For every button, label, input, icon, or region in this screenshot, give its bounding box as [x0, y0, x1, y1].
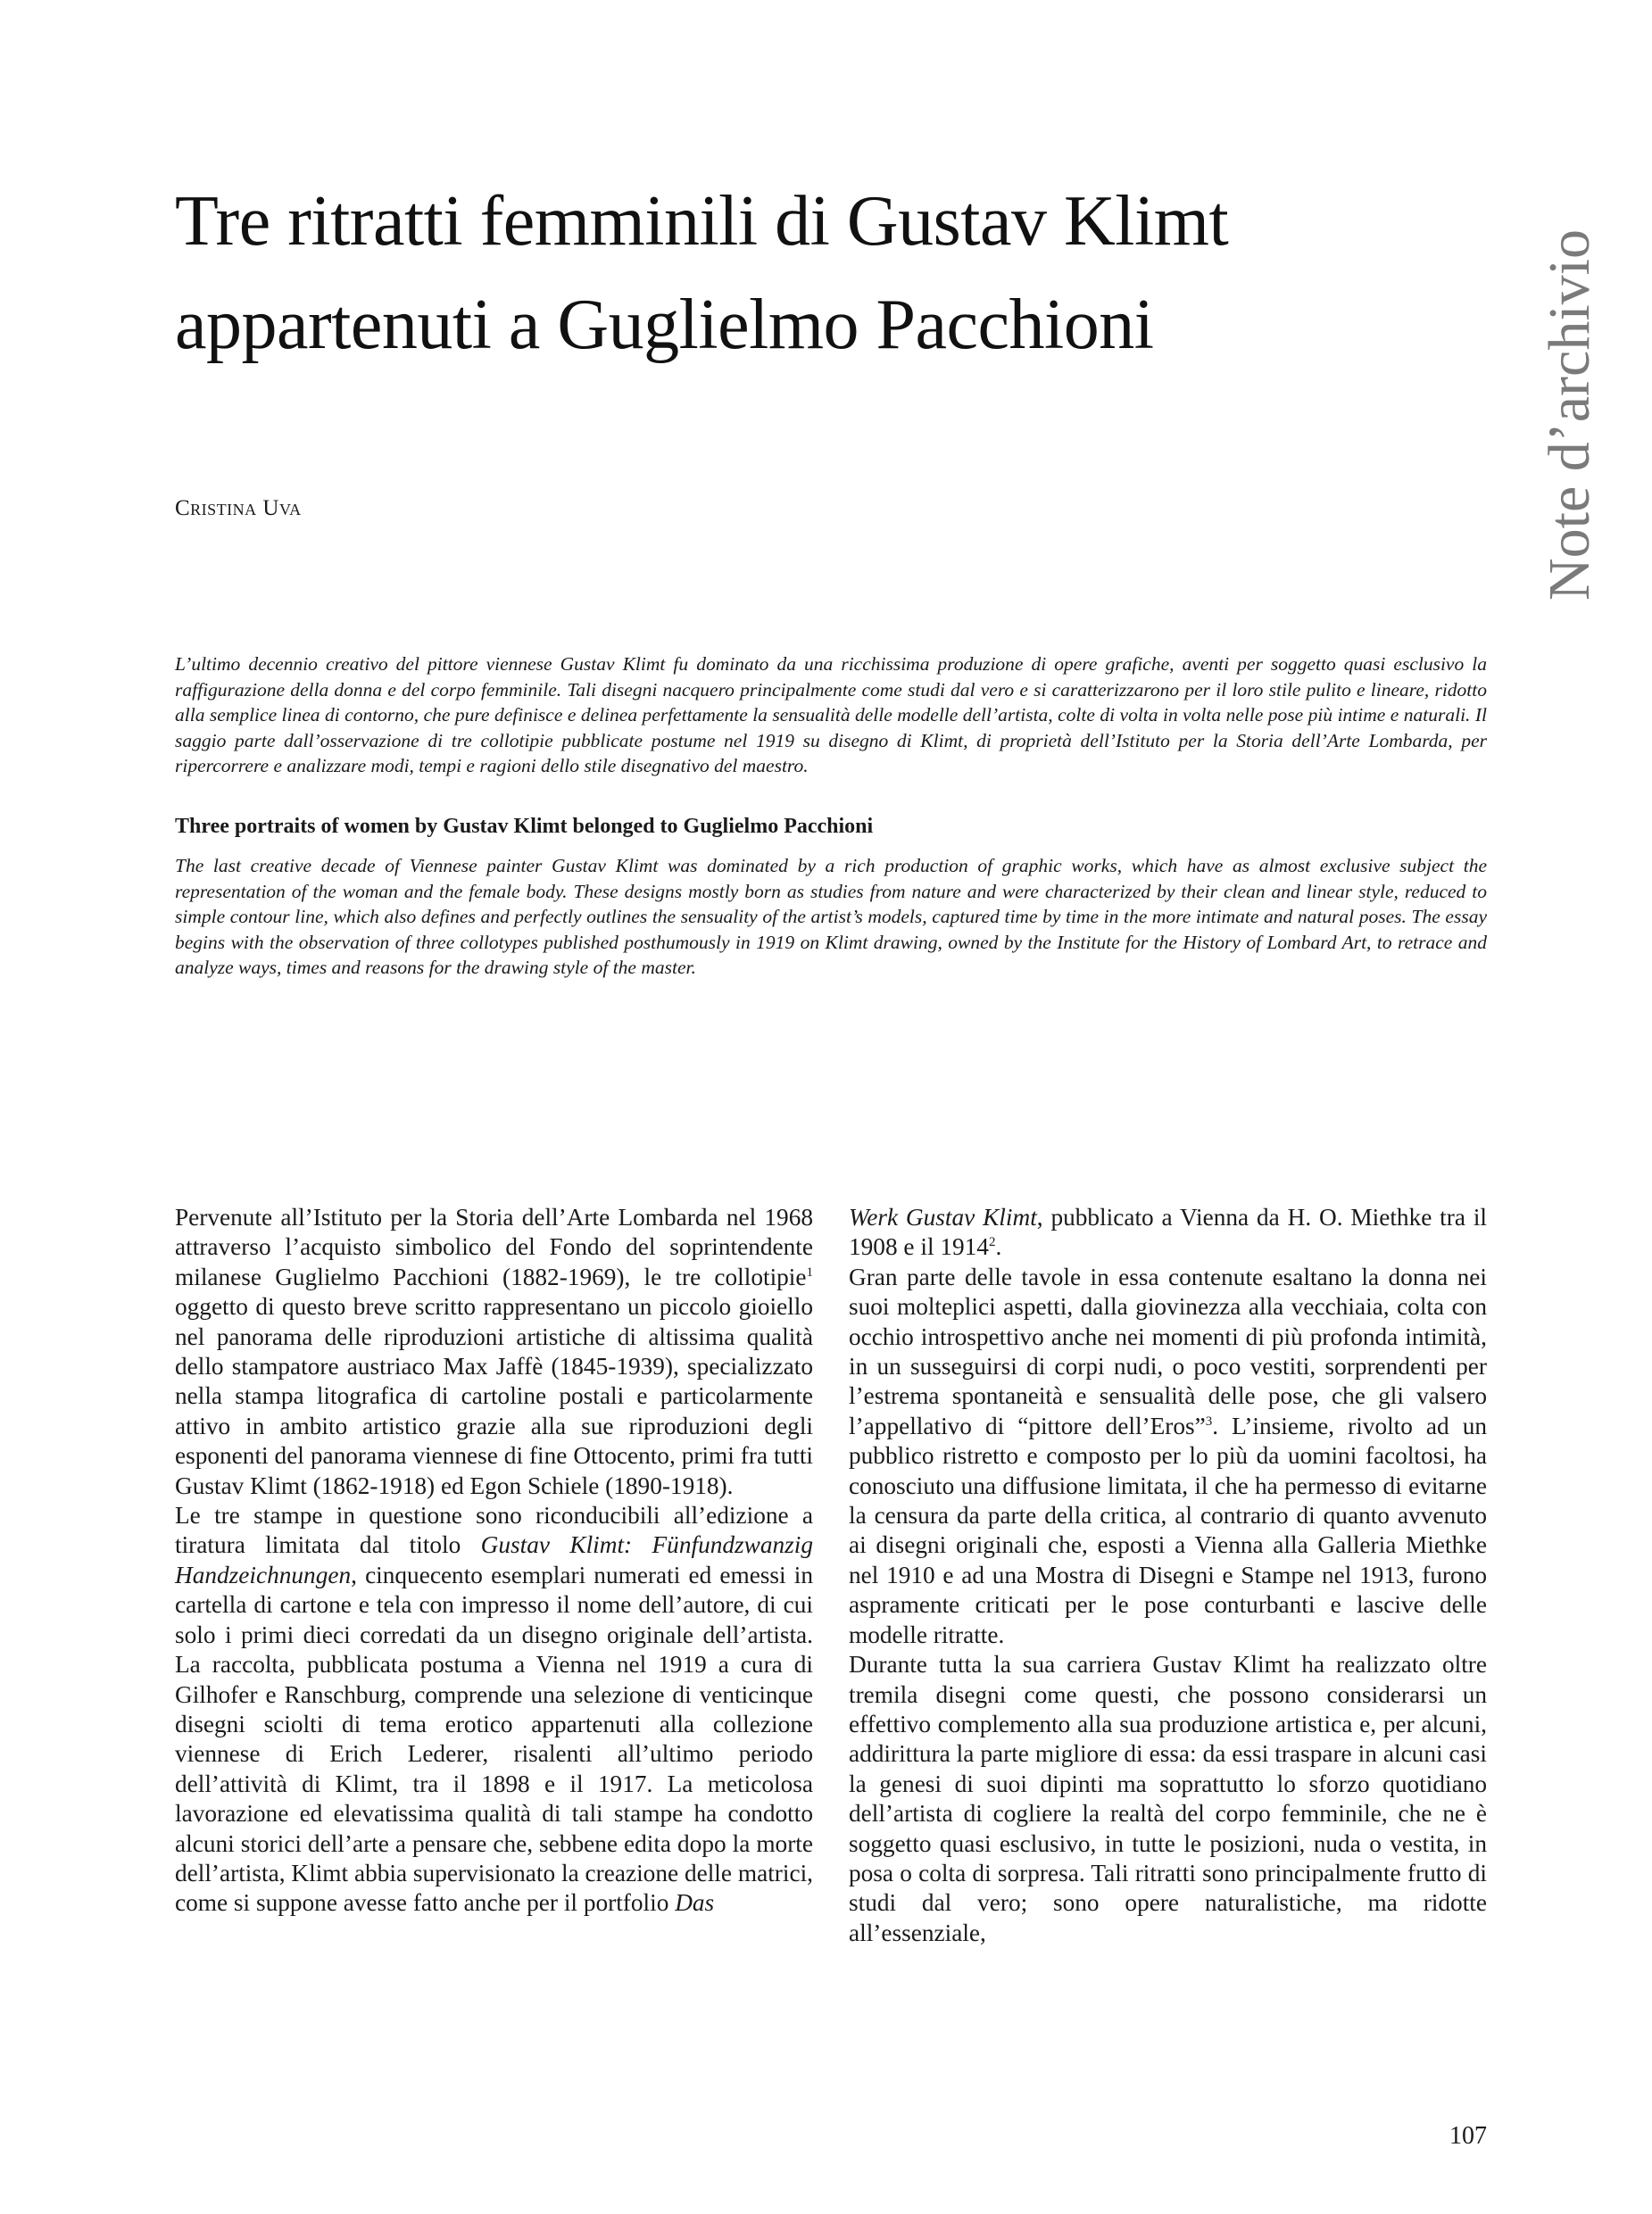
body-text: Gran parte delle tavole in essa contenute esaltano la donna nei suoi molteplici aspetti, dalla giovinezza alla vecchiaia, colta con occhio introspettivo anche nei momenti di più profonda intimità, in un susseguirsi di corpi nudi, o poco vestiti, sorprendenti per l’estrema spontaneità e sensualità delle pose, che gli valsero l’appellativo di “pittore dell’Eros” — [849, 1263, 1487, 1439]
body-column-left — [175, 1203, 813, 1919]
title-line-1: Tre ritratti femminili di Gustav Klimt — [175, 182, 1229, 261]
footnote-ref: 1 — [806, 1265, 813, 1280]
body-paragraph — [175, 1501, 813, 1919]
author-name: Cristina Uva — [175, 496, 302, 520]
footnote-ref: 2 — [988, 1235, 996, 1250]
article-title — [175, 170, 1469, 377]
body-text: oggetto di questo breve scritto rappresentano un piccolo gioiello nel panorama delle riproduzioni artistiche di altissima qualità dello stampatore austriaco Max Jaffè (1845-1939), specializzato nella stampa litografica di cartoline postali e particolarmente attivo in ambito artistico grazie alla sue riproduzioni degli esponenti del panorama viennese di fine Ottocento, primi fra tutti Gustav Klimt (1862-1918) ed Egon Schiele (1890-1918). — [175, 1293, 813, 1499]
body-text: , pubblicato a Vienna da H. O. Miethke tra il 1908 e il 1914 — [849, 1204, 1487, 1261]
abstract-english-title: Three portraits of women by Gustav Klimt belonged to Guglielmo Pacchioni — [175, 815, 874, 838]
body-text: . — [995, 1233, 1002, 1261]
abstract-italian: L’ultimo decennio creativo del pittore viennese Gustav Klimt fu dominato da una ricchissima produzione di opere grafiche, aventi per soggetto quasi esclusivo la raffigurazione della donna e del corpo femminile. Tali disegni nacquero principalmente come studi dal vero e si caratterizzarono per il loro stile pulito e lineare, ridotto alla semplice linea di contorno, che pure definisce e delinea perfettamente la sensualità delle modelle dell’artista, colte di volta in volta nelle pose più intime e naturali. Il saggio parte dall’osservazione di tre collotipie pubblicate postume nel 1919 su disegno di Klimt, di proprietà dell’Istituto per la Storia dell’Arte Lombarda, per ripercorrere e analizzare modi, tempi e ragioni dello stile disegnativo del maestro. — [175, 653, 1487, 777]
body-text: Pervenute all’Istituto per la Storia dell’Arte Lombarda nel 1968 attraverso l’acquisto simbolico del Fondo del soprintendente milanese Guglielmo Pacchioni (1882-1969), le tre collotipie — [175, 1204, 813, 1290]
body-text: Le tre stampe in questione sono riconducibili all’edizione a tiratura limitata dal titolo — [175, 1502, 813, 1559]
body-paragraph — [849, 1203, 1487, 1263]
abstract-english: The last creative decade of Viennese painter Gustav Klimt was dominated by a rich production of graphic works, which have as almost exclusive subject the representation of the woman and the female body. These designs mostly born as studies from nature and were characterized by their clean and linear style, reduced to simple contour line, which also defines and perfectly outlines the sensuality of the artist’s models, captured time by time in the more intimate and natural poses. The essay begins with the observation of three collotypes published posthumously in 1919 on Klimt drawing, owned by the Institute for the History of Lombard Art, to retrace and analyze ways, times and reasons for the drawing style of the master. — [175, 855, 1487, 979]
page-number: 107 — [1449, 2122, 1487, 2150]
section-label — [1521, 205, 1619, 625]
body-paragraph — [175, 1203, 813, 1501]
body-text: , cinquecento esemplari numerati ed emessi in cartella di cartone e tela con impresso il nome dell’autore, di cui solo i primi dieci corredati da un disegno originale dell’artista. La raccolta, pubblicata postuma a Vienna nel 1919 a cura di Gilhofer e Ranschburg, comprende una selezione di venticinque disegni sciolti di tema erotico appartenuti alla collezione viennese di Erich Lederer, risalenti all’ultimo periodo dell’attività di Klimt, tra il 1898 e il 1917. La meticolosa lavorazione ed elevatissima qualità di tali stampe ha condotto alcuni storici dell’arte a pensare che, sebbene edita dopo la morte dell’artista, Klimt abbia supervisionato la creazione delle matrici, come si suppone avesse fatto anche per il portfolio — [175, 1561, 813, 1917]
footnote-ref: 3 — [1205, 1414, 1213, 1429]
book-title: Werk Gustav Klimt — [849, 1204, 1037, 1231]
book-title: Das — [675, 1889, 715, 1917]
section-label-text: Note d’archivio — [1537, 228, 1602, 601]
title-line-2: appartenuti a Guglielmo Pacchioni — [175, 286, 1154, 364]
book-title: Gustav Klimt: Fünfundzwanzig Handzeichnungen — [175, 1531, 813, 1588]
body-column-right — [849, 1203, 1487, 1948]
body-text: . L’insieme, rivolto ad un pubblico ristretto e composto per lo più da uomini facoltosi, ha conosciuto una diffusione limitata, il che ha permesso di evitarne la censura da parte della critica, al contrario di quanto avvenuto ai disegni originali che, esposti a Vienna alla Galleria Miethke nel 1910 e ad una Mostra di Disegni e Stampe nel 1913, furono aspramente criticati per le pose conturbanti e lascive delle modelle ritratte. — [849, 1412, 1487, 1648]
body-paragraph: Durante tutta la sua carriera Gustav Klimt ha realizzato oltre tremila disegni come questi, che possono considerarsi un effettivo complemento alla sua produzione artistica e, per alcuni, addirittura la parte migliore di essa: da essi traspare in alcuni casi la genesi di suoi dipinti ma soprattutto lo sforzo quotidiano dell’artista di cogliere la realtà del corpo femminile, che ne è soggetto quasi esclusivo, in tutte le posizioni, nuda o vestita, in posa o colta di sorpresa. Tali ritratti sono principalmente frutto di studi dal vero; sono opere naturalistiche, ma ridotte all’essenziale, — [849, 1651, 1487, 1946]
body-paragraph — [849, 1263, 1487, 1650]
